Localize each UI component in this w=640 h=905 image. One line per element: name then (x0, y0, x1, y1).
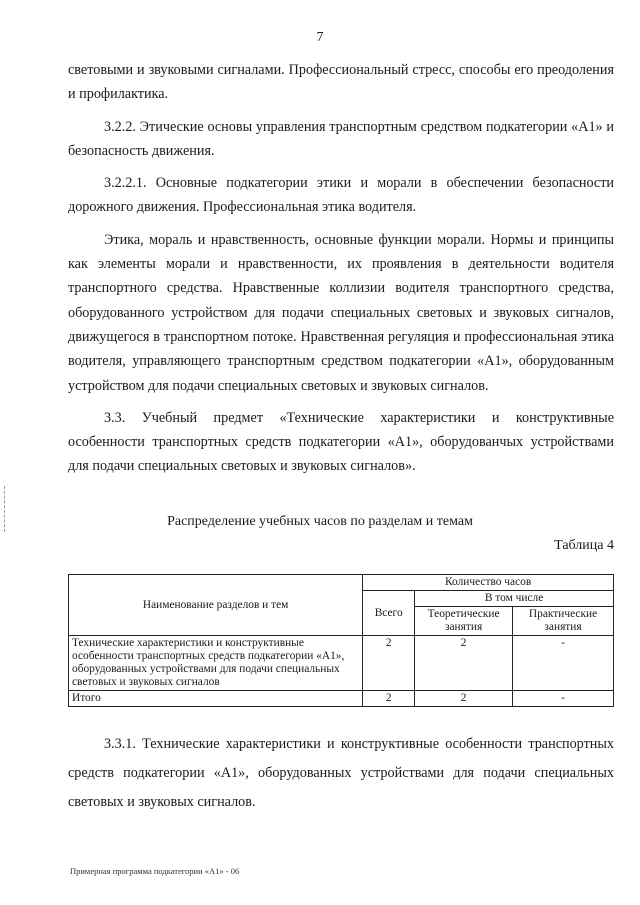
header-hours: Количество часов (363, 575, 614, 591)
header-practice: Практические занятия (513, 607, 614, 636)
footer-note: Примерная программа подкатегории «А1» - 06 (70, 866, 240, 876)
paragraph: 3.3. Учебный предмет «Технические характеристики и конструктивные особенности транспортных средств подкатегории «А1», оборудованчых устройствами для подачи специальных световых и звуковых сигналов». (68, 409, 614, 475)
row-name: Технические характеристики и конструктивные особенности транспортных средств подкатегории «А1», оборудованных устройствами для подачи специальных световых и звуковых сигналов (69, 636, 363, 691)
paragraph: Этика, мораль и нравственность, основные функции морали. Нормы и принципы как элементы морали и нравственности, их проявления в деятельности водителя транспортного средства. Нравственные коллизии водителя транспортного средства, оборудованного устройством для подачи специальных световых и звуковых сигналов, движущегося в транспортном потоке. Нравственная регуляция и профессиональная этика водителя, управляющего транспортным средством подкатегории «А1», оборудованным устройством для подачи специальных световых и звуковых сигналов. (68, 231, 614, 394)
header-including: В том числе (415, 591, 614, 607)
row-total: 2 (363, 636, 415, 691)
row-theory: 2 (415, 636, 513, 691)
tail-text (68, 730, 614, 817)
row-name: Итого (69, 691, 363, 707)
page-number: 7 (316, 30, 324, 45)
table-caption: Распределение учебных часов по разделам и темам (167, 514, 473, 529)
header-name: Наименование разделов и тем (69, 575, 363, 636)
header-theory: Теоретические занятия (415, 607, 513, 636)
row-practice: - (513, 691, 614, 707)
header-total: Всего (363, 591, 415, 636)
row-theory: 2 (415, 691, 513, 707)
paragraph: 3.2.2. Этические основы управления транспортным средством подкатегории «А1» и безопасность движения. (68, 118, 614, 159)
hours-table (68, 574, 614, 707)
table-label: Таблица 4 (554, 538, 614, 553)
body-text (68, 58, 614, 479)
paragraph: световыми и звуковыми сигналами. Профессиональный стресс, способы его преодоления и профилактика. (68, 62, 614, 103)
paragraph: 3.2.2.1. Основные подкатегории этики и морали в обеспечении безопасности дорожного движения. Профессиональная этика водителя. (68, 175, 614, 216)
table-row (69, 691, 614, 707)
paragraph: 3.3.1. Технические характеристики и конструктивные особенности транспортных средств подкатегории «А1», оборудованных устройствами для подачи специальных световых и звуковых сигналов. (68, 736, 614, 810)
table-row (69, 636, 614, 691)
table-header-row (69, 575, 614, 591)
row-practice: - (513, 636, 614, 691)
row-total: 2 (363, 691, 415, 707)
